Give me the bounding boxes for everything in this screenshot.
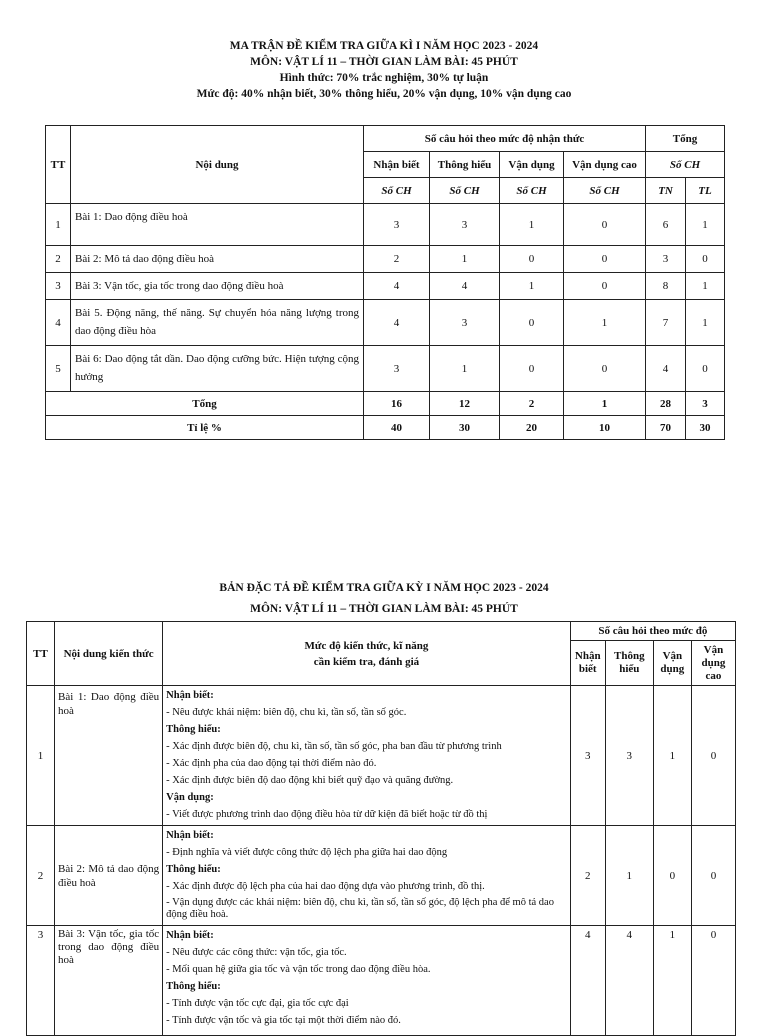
table-row [46,300,725,346]
spec-row-desc [163,926,571,1036]
row-th: 1 [430,346,500,392]
table-row [46,246,725,273]
row-th: 1 [430,246,500,273]
row-tn: 6 [646,204,686,246]
spec-row-vd: 1 [653,686,691,826]
spec-row-tt: 1 [27,686,55,826]
header-soch: Số CH [646,152,725,178]
header-level: Thông hiểu [430,152,500,178]
header-level: Vận dụng [500,152,564,178]
row-tn: 7 [646,300,686,346]
table-row [46,204,725,246]
level-item: - Xác định được biên độ dao động khi biết quỹ đạo và quãng đường. [166,775,454,786]
level-item: - Vận dụng được các khái niệm: biên độ, chu kì, tần số, tần số góc, độ lệch pha để mô tả dao động điều hoà. [166,897,554,920]
matrix-table [45,125,725,440]
ratio-th: 30 [430,416,500,440]
row-tl: 1 [686,273,725,300]
spec-row-topic: Bài 3: Vận tốc, gia tốc trong dao động điều hoà [55,926,163,1036]
row-tl: 1 [686,300,725,346]
row-vd: 1 [500,204,564,246]
header-soch: Số CH [364,178,430,204]
spec-row-tt: 3 [27,926,55,1036]
spec-row-th: 3 [605,686,653,826]
row-tn: 3 [646,246,686,273]
ratio-tl: 30 [686,416,725,440]
spec-header-nb: Nhận biết [570,641,605,686]
header-noidung: Nội dung [71,126,364,204]
row-vd: 0 [500,246,564,273]
total-nb: 16 [364,392,430,416]
matrix-form: Hình thức: 70% trắc nghiệm, 30% tự luận [279,72,489,84]
spec-row-desc [163,826,571,926]
total-label: Tổng [46,392,364,416]
spec-header-vd: Vận dụng [653,641,691,686]
spec-header-vdc: Vận dụng cao [691,641,735,686]
table-row [27,926,736,1036]
total-vdc: 1 [564,392,646,416]
level-title: Nhận biết: [166,830,214,841]
row-nb: 4 [364,300,430,346]
row-content: Bài 1: Dao động điều hoà [71,204,364,246]
spec-row-tt: 2 [27,826,55,926]
spec-row-vd: 1 [653,926,691,1036]
row-vdc: 1 [564,300,646,346]
row-nb: 3 [364,346,430,392]
spec-row-nb: 2 [570,826,605,926]
table-row [46,273,725,300]
spec-row-th: 4 [605,926,653,1036]
total-row [46,392,725,416]
row-nb: 3 [364,204,430,246]
level-item: - Xác định được biên độ, chu kì, tần số, tần số góc, pha ban đầu từ phương trình [166,741,502,752]
spec-header-muc-line1: Mức độ kiến thức, kĩ năng [304,639,429,652]
spec-header-th: Thông hiểu [605,641,653,686]
row-tn: 8 [646,273,686,300]
level-item: - Tính được vận tốc cực đại, gia tốc cực đại [166,998,349,1009]
header-level: Vận dụng cao [564,152,646,178]
row-tn: 4 [646,346,686,392]
row-vdc: 0 [564,204,646,246]
row-tt: 4 [46,300,71,346]
ratio-vd: 20 [500,416,564,440]
row-vd: 1 [500,273,564,300]
ratio-vdc: 10 [564,416,646,440]
total-th: 12 [430,392,500,416]
row-th: 3 [430,300,500,346]
row-content: Bài 5. Động năng, thế năng. Sự chuyển hóa năng lượng trong dao động điều hòa [71,300,364,346]
header-tong: Tổng [646,126,725,152]
ratio-label: Tỉ lệ % [46,416,364,440]
spec-subject: MÔN: VẬT LÍ 11 – THỜI GIAN LÀM BÀI: 45 PHÚT [250,603,518,615]
row-vdc: 0 [564,246,646,273]
spec-row-vd: 0 [653,826,691,926]
table-row [27,686,736,826]
row-tl: 1 [686,204,725,246]
level-title: Nhận biết: [166,690,214,701]
level-item: - Tính được vận tốc và gia tốc tại một thời điểm nào đó. [166,1015,401,1026]
spec-row-nb: 4 [570,926,605,1036]
spec-row-vdc: 0 [691,686,735,826]
spec-header-kienthuc: Nội dung kiến thức [55,622,163,686]
level-item: - Mối quan hệ giữa gia tốc và vận tốc trong dao động điều hòa. [166,964,431,975]
matrix-title: MA TRẬN ĐỀ KIỂM TRA GIỮA KÌ I NĂM HỌC 2023 - 2024 [229,40,539,52]
level-item: - Nêu được các công thức: vận tốc, gia tốc. [166,947,347,958]
level-title: Thông hiểu: [166,724,221,735]
level-item: - Xác định pha của dao động tại thời điểm nào đó. [166,758,377,769]
spec-title: BẢN ĐẶC TẢ ĐỀ KIỂM TRA GIỮA KỲ I NĂM HỌC 2023 - 2024 [219,582,549,594]
ratio-row [46,416,725,440]
spec-table [26,621,736,1036]
spec-row-topic: Bài 1: Dao động điều hoà [55,686,163,826]
row-tl: 0 [686,346,725,392]
ratio-tn: 70 [646,416,686,440]
row-tl: 0 [686,246,725,273]
header-tn: TN [646,178,686,204]
table-row [27,826,736,926]
row-vdc: 0 [564,273,646,300]
row-vd: 0 [500,346,564,392]
spec-header-tt: TT [27,622,55,686]
row-content: Bài 6: Dao động tắt dần. Dao động cưỡng bức. Hiện tượng cộng hưởng [71,346,364,392]
spec-row-topic: Bài 2: Mô tả dao động điều hoà [55,826,163,926]
header-level: Nhận biết [364,152,430,178]
row-tt: 2 [46,246,71,273]
total-vd: 2 [500,392,564,416]
spec-row-nb: 3 [570,686,605,826]
level-title: Vận dụng: [166,792,214,803]
level-item: - Định nghĩa và viết được công thức độ lệch pha giữa hai dao động [166,847,448,858]
header-soch: Số CH [430,178,500,204]
row-content: Bài 2: Mô tả dao động điều hoà [71,246,364,273]
spec-row-th: 1 [605,826,653,926]
row-tt: 5 [46,346,71,392]
spec-header-muc-line2: cần kiểm tra, đánh giá [313,655,420,668]
header-tt: TT [46,126,71,204]
spec-header-socau: Số câu hỏi theo mức độ [570,622,735,641]
total-tn: 28 [646,392,686,416]
header-soch: Số CH [500,178,564,204]
row-tt: 3 [46,273,71,300]
total-tl: 3 [686,392,725,416]
header-socau: Số câu hỏi theo mức độ nhận thức [364,126,646,152]
header-tl: TL [686,178,725,204]
row-vdc: 0 [564,346,646,392]
spec-row-desc [163,686,571,826]
spec-row-vdc: 0 [691,926,735,1036]
row-th: 4 [430,273,500,300]
matrix-levels: Mức độ: 40% nhận biết, 30% thông hiểu, 20% vận dụng, 10% vận dụng cao [196,88,572,100]
row-nb: 2 [364,246,430,273]
row-tt: 1 [46,204,71,246]
level-item: - Viết được phương trình dao động điều hòa từ dữ kiện đã biết hoặc từ đồ thị [166,809,488,820]
matrix-subject: MÔN: VẬT LÍ 11 – THỜI GIAN LÀM BÀI: 45 PHÚT [250,56,518,68]
ratio-nb: 40 [364,416,430,440]
table-row [46,346,725,392]
level-title: Thông hiểu: [166,864,221,875]
row-th: 3 [430,204,500,246]
level-item: - Nêu được khái niệm: biên độ, chu kì, tần số, tần số góc. [166,707,407,718]
header-soch: Số CH [564,178,646,204]
level-title: Nhận biết: [166,930,214,941]
spec-header-muc [163,622,571,686]
row-vd: 0 [500,300,564,346]
spec-row-vdc: 0 [691,826,735,926]
level-title: Thông hiểu: [166,981,221,992]
row-nb: 4 [364,273,430,300]
row-content: Bài 3: Vận tốc, gia tốc trong dao động điều hoà [71,273,364,300]
level-item: - Xác định được độ lệch pha của hai dao động dựa vào phương trình, đồ thị. [166,881,485,892]
